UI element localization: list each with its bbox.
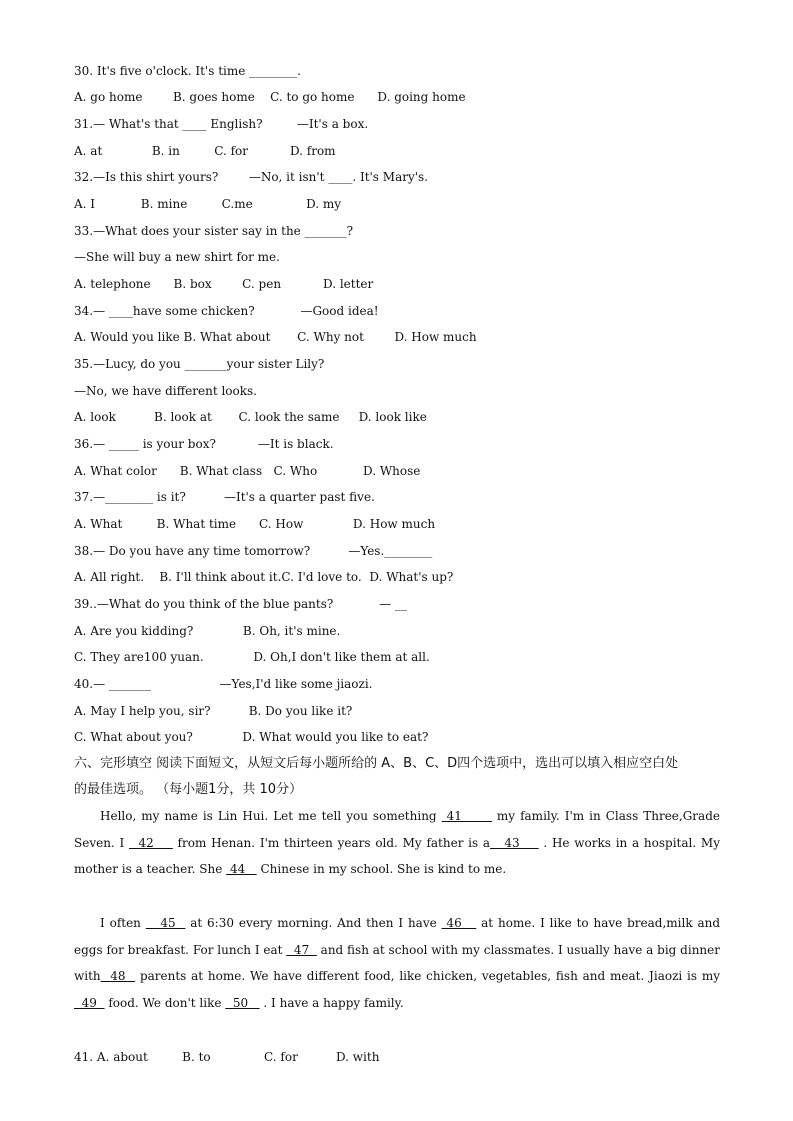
- passage-text: Hello, my name is Lin Hui. Let me tell you something: [100, 809, 442, 823]
- question-33: 33.—What does your sister say in the _______?: [74, 224, 354, 238]
- question-30-options: A. go home B. goes home C. to go home D. going home: [74, 90, 466, 104]
- question-36: 36.— _____ is your box? —It is black.: [74, 437, 334, 451]
- blank-42: 42: [129, 835, 173, 850]
- question-35-options: A. look B. look at C. look the same D. look like: [74, 410, 427, 424]
- question-35: 35.—Lucy, do you _______your sister Lily?: [74, 357, 325, 371]
- passage-text: from Henan. I'm thirteen years old. My father is a: [172, 835, 491, 850]
- section-instructions-line-1: 六、完形填空 阅读下面短文，从短文后每小题所给的 A、B、C、D四个选项中，选出可以填入相应空白处: [74, 756, 679, 771]
- blank-49: 49: [74, 996, 105, 1011]
- passage-paragraph-1: [74, 803, 720, 883]
- blank-50: 50: [225, 996, 260, 1011]
- passage-text: I often: [100, 916, 146, 930]
- passage-text: food. We don't like: [104, 996, 226, 1011]
- passage-text: and fish at school with my classmates. I usually have a big dinner with: [74, 942, 720, 984]
- passage-text: at 6:30 every morning. And then I have: [185, 916, 442, 930]
- passage-text: my family. I'm in Class Three,Grade Seven. I: [74, 809, 720, 850]
- question-31: 31.— What's that ____ English? —It's a box.: [74, 117, 369, 131]
- question-30: 30. It's five o'clock. It's time ________.: [74, 64, 301, 78]
- question-39-options-ab: A. Are you kidding? B. Oh, it's mine.: [74, 624, 341, 638]
- passage-text: . He works in a hospital. My mother is a teacher. She: [74, 835, 721, 877]
- passage-text: Chinese in my school. She is kind to me.: [256, 862, 507, 877]
- section-instructions-line-2: 的最佳选项。 （每小题1分，共 10分）: [74, 782, 303, 797]
- question-40: 40.— _______ —Yes,I'd like some jiaozi.: [74, 677, 373, 691]
- question-41-options: 41. A. about B. to C. for D. with: [74, 1050, 380, 1064]
- question-35-response: —No, we have different looks.: [74, 384, 257, 398]
- question-39: 39..—What do you think of the blue pants? — __: [74, 597, 407, 611]
- question-38-options: A. All right. B. I'll think about it.C. I'd love to. D. What's up?: [74, 570, 454, 584]
- question-33-options: A. telephone B. box C. pen D. letter: [74, 277, 374, 291]
- passage-text: at home. I like to have bread,milk and eggs for breakfast. For lunch I eat: [74, 916, 721, 957]
- blank-47: 47: [286, 942, 317, 957]
- question-40-options-ab: A. May I help you, sir? B. Do you like it?: [74, 704, 353, 718]
- blank-48: 48: [100, 969, 136, 984]
- question-34-options: A. Would you like B. What about C. Why not D. How much: [74, 330, 477, 344]
- question-32-options: A. I B. mine C.me D. my: [74, 197, 342, 211]
- question-36-options: A. What color B. What class C. Who D. Whose: [74, 464, 421, 478]
- question-39-options-cd: C. They are100 yuan. D. Oh,I don't like them at all.: [74, 650, 430, 664]
- question-38: 38.— Do you have any time tomorrow? —Yes.________: [74, 544, 433, 558]
- question-37-options: A. What B. What time C. How D. How much: [74, 517, 436, 531]
- blank-41: 41: [441, 809, 492, 823]
- passage-text: . I have a happy family.: [259, 996, 404, 1011]
- passage-text: parents at home. We have different food, like chicken, vegetables, fish and meat. Jiaozi is my: [135, 969, 721, 984]
- blank-44: 44: [226, 862, 257, 877]
- question-32: 32.—Is this shirt yours? —No, it isn't ____. It's Mary's.: [74, 170, 429, 184]
- blank-46: 46: [441, 916, 477, 930]
- question-40-options-cd: C. What about you? D. What would you like to eat?: [74, 730, 429, 744]
- blank-43: 43: [490, 835, 539, 850]
- question-37: 37.—________ is it? —It's a quarter past five.: [74, 490, 375, 504]
- blank-45: 45: [145, 916, 186, 930]
- passage-paragraph-2: [74, 910, 720, 1017]
- question-34: 34.— ____have some chicken? —Good idea!: [74, 304, 379, 318]
- question-33-response: —She will buy a new shirt for me.: [74, 250, 280, 264]
- question-31-options: A. at B. in C. for D. from: [74, 144, 336, 158]
